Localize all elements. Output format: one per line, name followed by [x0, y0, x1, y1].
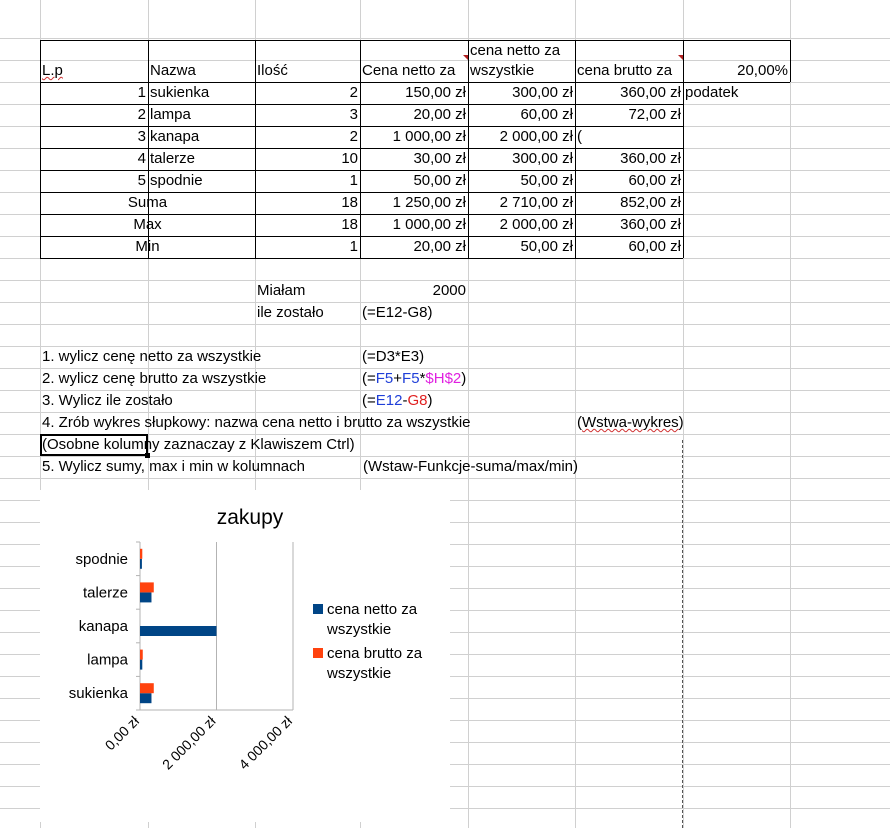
- chart-bar: [140, 660, 142, 670]
- f-ref: G8: [407, 392, 428, 409]
- cell-lp[interactable]: 3: [137, 128, 146, 145]
- comment-marker-icon: [463, 55, 468, 60]
- cell-net-all[interactable]: 50,00 zł: [520, 238, 573, 255]
- cell-net-all[interactable]: 50,00 zł: [520, 172, 573, 189]
- chart-bar: [140, 650, 143, 660]
- f-ref: F5: [375, 370, 394, 387]
- cell-qty[interactable]: 1: [349, 172, 358, 189]
- cell-net-all[interactable]: 2 000,00 zł: [499, 216, 573, 233]
- chart-category-label: spodnie: [75, 550, 128, 568]
- left-label[interactable]: ile zostało: [257, 304, 324, 321]
- task-5[interactable]: 5. Wylicz sumy, max i min w kolumnach: [42, 458, 305, 475]
- chart-legend-label: cena netto za wszystkie: [327, 601, 418, 638]
- cell-extra[interactable]: podatek: [685, 84, 739, 101]
- task-4[interactable]: 4. Zrób wykres słupkowy: nazwa cena netto i brutto za wszystkie: [42, 414, 471, 431]
- f-ref: F5: [402, 370, 420, 387]
- chart-category-label: sukienka: [68, 685, 128, 703]
- f-op: *: [419, 370, 426, 387]
- chart-bar: [140, 559, 142, 569]
- cell-summary-label[interactable]: Min: [135, 238, 160, 255]
- cell-name[interactable]: spodnie: [150, 172, 203, 189]
- had-label[interactable]: Miałam: [257, 282, 306, 299]
- cell-gross[interactable]: 60,00 zł: [628, 238, 681, 255]
- cell-net[interactable]: 1 250,00 zł: [392, 194, 466, 211]
- cell-net[interactable]: 1 000,00 zł: [392, 216, 466, 233]
- chart-bar: [140, 582, 154, 592]
- page-break-line: [682, 440, 683, 828]
- chart-title: zakupy: [216, 506, 284, 529]
- chart-category-label: talerze: [82, 584, 128, 602]
- cell-name[interactable]: lampa: [150, 106, 191, 123]
- f-part: ): [427, 392, 433, 409]
- f-op: +: [393, 370, 403, 387]
- cell-qty[interactable]: 10: [341, 150, 358, 167]
- cell-gross[interactable]: 60,00 zł: [628, 172, 681, 189]
- cell-gross[interactable]: 360,00 zł: [620, 150, 681, 167]
- f-op: -: [402, 392, 408, 409]
- task-1[interactable]: 1. wylicz cenę netto za wszystkie: [42, 348, 262, 365]
- task-2[interactable]: 2. wylicz cenę brutto za wszystkie: [42, 370, 267, 387]
- cell-lp[interactable]: 2: [137, 106, 146, 123]
- cell-summary-label[interactable]: Max: [133, 216, 162, 233]
- header-net-all-line1[interactable]: cena netto za: [470, 42, 561, 59]
- chart-legend-label: cena brutto za wszystkie: [327, 645, 423, 682]
- f-ref: $H$2: [425, 370, 462, 387]
- chart-x-tick-label: 4 000,00 zł: [235, 712, 296, 773]
- task-3-formula[interactable]: [362, 390, 432, 412]
- f-part: ): [461, 370, 467, 387]
- f-part: ): [678, 414, 684, 431]
- chart-x-tick-label: 2 000,00 zł: [158, 712, 219, 773]
- selected-cell-cursor[interactable]: [40, 434, 148, 456]
- bar-chart[interactable]: [40, 490, 450, 822]
- cell-net[interactable]: 150,00 zł: [405, 84, 466, 101]
- chart-bar: [140, 549, 142, 559]
- cell-lp[interactable]: 5: [137, 172, 146, 189]
- chart-bar: [140, 626, 217, 636]
- cell-net-all[interactable]: 2 710,00 zł: [499, 194, 573, 211]
- had-value[interactable]: 2000: [432, 282, 466, 299]
- cell-net[interactable]: 20,00 zł: [413, 238, 466, 255]
- chart-bar: [140, 592, 151, 602]
- cell-gross[interactable]: (: [577, 128, 582, 145]
- cell-qty[interactable]: 2: [349, 84, 358, 101]
- cell-qty[interactable]: 3: [349, 106, 358, 123]
- chart-category-label: lampa: [87, 651, 128, 669]
- cell-qty[interactable]: 18: [341, 194, 358, 211]
- cell-qty[interactable]: 2: [349, 128, 358, 145]
- task-5-formula[interactable]: (Wstaw-Funkcje-suma/max/min): [363, 458, 579, 475]
- cell-lp[interactable]: 1: [137, 84, 146, 101]
- f-part: (: [577, 414, 582, 431]
- f-part: (=: [362, 370, 376, 387]
- f-part: (=: [362, 392, 376, 409]
- cell-qty[interactable]: 1: [349, 238, 358, 255]
- cell-net[interactable]: 1 000,00 zł: [392, 128, 466, 145]
- chart-x-tick-label: 0,00 zł: [101, 712, 143, 754]
- header-lp[interactable]: [40, 60, 148, 82]
- header-lp-text: L.p: [42, 62, 63, 79]
- cell-extra[interactable]: [683, 126, 790, 148]
- task-3[interactable]: 3. Wylicz ile zostało: [42, 392, 173, 409]
- cell-name[interactable]: sukienka: [150, 84, 210, 101]
- task-4-note[interactable]: (Osobne kolumny zaznaczay z Klawiszem Ctrl): [42, 436, 355, 453]
- task-4-hint[interactable]: [577, 412, 684, 434]
- chart-bar: [140, 693, 151, 703]
- header-net-price[interactable]: Cena netto za: [362, 62, 456, 79]
- cell-extra[interactable]: [683, 104, 790, 126]
- chart-category-label: kanapa: [78, 618, 128, 635]
- cell-net-all[interactable]: 300,00 zł: [512, 84, 573, 101]
- cell-qty[interactable]: 18: [341, 216, 358, 233]
- cell-gross[interactable]: 852,00 zł: [620, 194, 681, 211]
- chart-legend-swatch: [313, 604, 323, 614]
- header-gross-all[interactable]: cena brutto za: [577, 62, 673, 79]
- cell-extra[interactable]: [683, 170, 790, 192]
- chart-legend-swatch: [313, 648, 323, 658]
- cell-net[interactable]: 50,00 zł: [413, 172, 466, 189]
- chart-bar: [140, 683, 154, 693]
- cell-net-all[interactable]: 2 000,00 zł: [499, 128, 573, 145]
- cell-name[interactable]: talerze: [150, 150, 196, 167]
- cell-net-all[interactable]: 300,00 zł: [512, 150, 573, 167]
- left-formula[interactable]: (=E12-G8): [362, 304, 433, 321]
- cell-gross[interactable]: 360,00 zł: [620, 216, 681, 233]
- cell-net-all[interactable]: 60,00 zł: [520, 106, 573, 123]
- comment-marker-icon: [678, 55, 683, 60]
- hint-text: Wstwa-wykres: [582, 414, 679, 431]
- header-net-all-line2[interactable]: wszystkie: [470, 62, 535, 79]
- cell-name[interactable]: kanapa: [150, 128, 200, 145]
- task-1-formula[interactable]: (=D3*E3): [362, 348, 425, 365]
- cell-net[interactable]: 30,00 zł: [413, 150, 466, 167]
- cell-lp[interactable]: 4: [137, 150, 146, 167]
- header-name[interactable]: Nazwa: [150, 62, 196, 79]
- cell-net[interactable]: 20,00 zł: [413, 106, 466, 123]
- cell-gross[interactable]: 360,00 zł: [620, 84, 681, 101]
- header-qty[interactable]: Ilość: [257, 62, 288, 79]
- cell-summary-label[interactable]: Suma: [127, 194, 168, 211]
- header-tax-rate[interactable]: 20,00%: [737, 62, 788, 79]
- cell-extra[interactable]: [683, 148, 790, 170]
- f-ref: E12: [375, 392, 403, 409]
- task-2-formula[interactable]: [362, 368, 466, 390]
- cell-gross[interactable]: 72,00 zł: [628, 106, 681, 123]
